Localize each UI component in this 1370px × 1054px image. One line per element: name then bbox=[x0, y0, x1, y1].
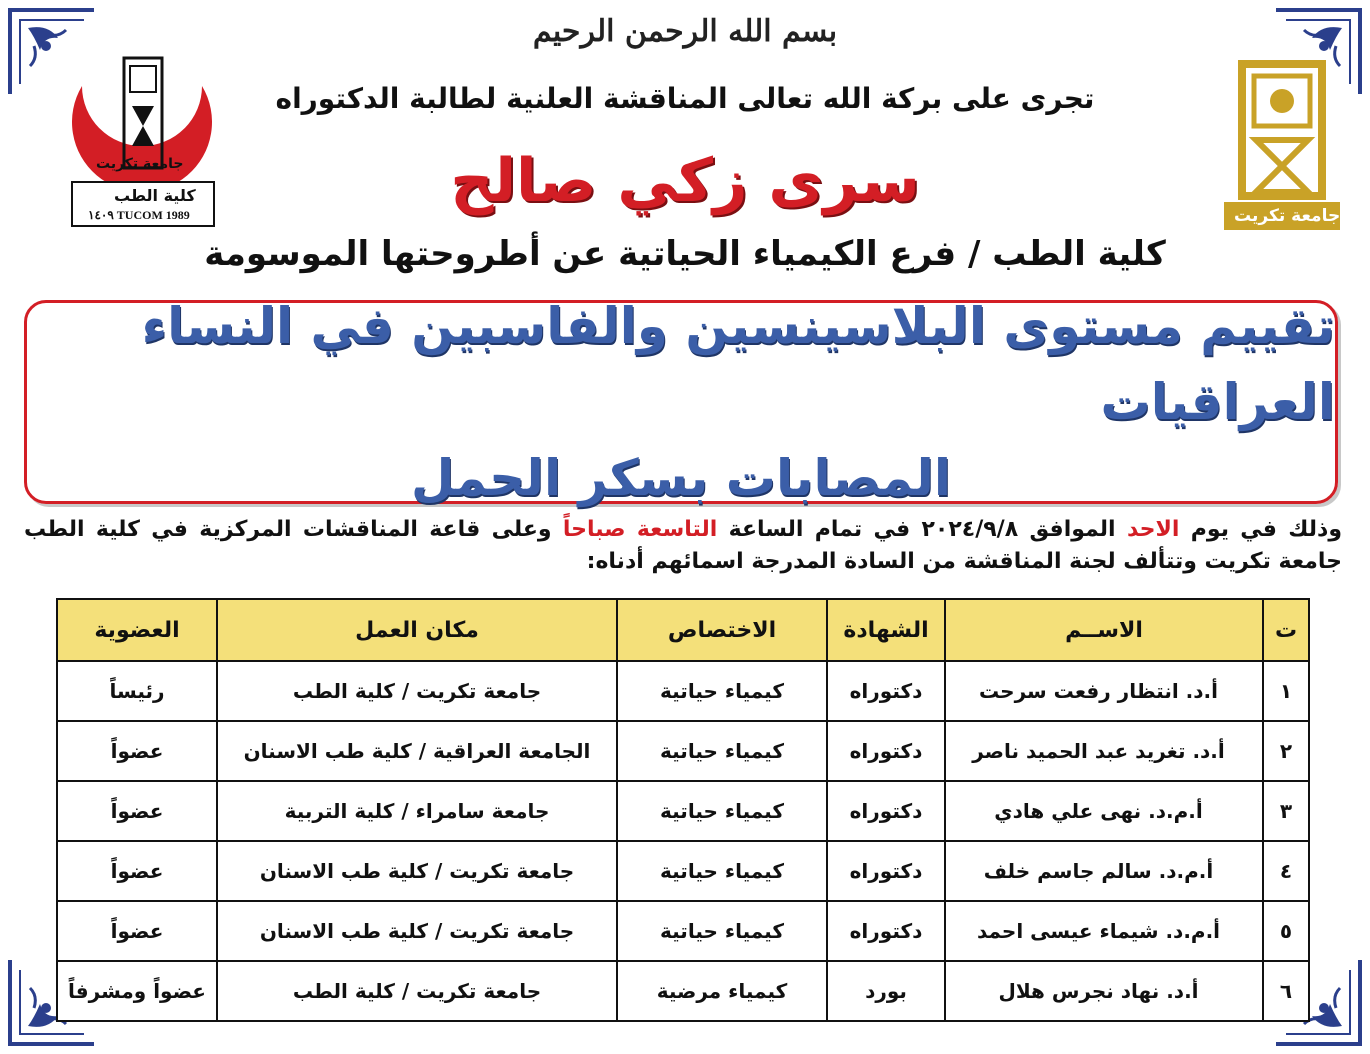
cell-workplace: جامعة تكريت / كلية الطب bbox=[217, 661, 617, 721]
table-row bbox=[57, 961, 1309, 1021]
table-header-row bbox=[57, 599, 1309, 661]
committee-table bbox=[56, 598, 1310, 1022]
cell-role: عضواً bbox=[57, 781, 217, 841]
cell-workplace: الجامعة العراقية / كلية طب الاسنان bbox=[217, 721, 617, 781]
cell-specialty: كيمياء مرضية bbox=[617, 961, 827, 1021]
cell-num: ٣ bbox=[1263, 781, 1309, 841]
cell-num: ٦ bbox=[1263, 961, 1309, 1021]
table-row bbox=[57, 661, 1309, 721]
cell-num: ٤ bbox=[1263, 841, 1309, 901]
university-logo bbox=[1216, 56, 1348, 236]
cell-specialty: كيمياء حياتية bbox=[617, 901, 827, 961]
header-role: العضوية bbox=[57, 599, 217, 661]
details-time: التاسعة صباحاً bbox=[562, 517, 718, 542]
cell-name: أ.م.د. سالم جاسم خلف bbox=[945, 841, 1263, 901]
thesis-title-line-1: تقييم مستوى البلاسينسين والفاسبين في النساء العراقيات bbox=[141, 297, 1335, 431]
table-row bbox=[57, 781, 1309, 841]
left-logo-est-text: 1989 TUCOM ١٤٠٩ bbox=[88, 208, 190, 222]
details-part-3: وعلى قاعة المناقشات المركزية في كلية الطب جامعة تكريت وتتألف لجنة المناقشة من السادة المدرجة اسمائهم أدناه: bbox=[24, 517, 1342, 574]
cell-role: عضواً bbox=[57, 721, 217, 781]
cell-workplace: جامعة تكريت / كلية طب الاسنان bbox=[217, 901, 617, 961]
cell-degree: دكتوراه bbox=[827, 661, 945, 721]
college-of-medicine-logo bbox=[52, 46, 234, 236]
cell-name: أ.م.د. شيماء عيسى احمد bbox=[945, 901, 1263, 961]
thesis-title-line-2: المصابات بسكر الحمل bbox=[411, 449, 952, 507]
cell-specialty: كيمياء حياتية bbox=[617, 781, 827, 841]
table-row bbox=[57, 901, 1309, 961]
cell-num: ٥ bbox=[1263, 901, 1309, 961]
cell-name: أ.د. نهاد نجرس هلال bbox=[945, 961, 1263, 1021]
basmala: بسم الله الرحمن الرحيم bbox=[532, 14, 838, 49]
left-logo-college-text: كلية الطب bbox=[114, 186, 196, 205]
cell-role: عضواً ومشرفاً bbox=[57, 961, 217, 1021]
cell-degree: دكتوراه bbox=[827, 841, 945, 901]
header-name: الاســم bbox=[945, 599, 1263, 661]
cell-specialty: كيمياء حياتية bbox=[617, 721, 827, 781]
cell-workplace: جامعة تكريت / كلية الطب bbox=[217, 961, 617, 1021]
cell-workplace: جامعة تكريت / كلية طب الاسنان bbox=[217, 841, 617, 901]
header-num: ت bbox=[1263, 599, 1309, 661]
cell-degree: دكتوراه bbox=[827, 721, 945, 781]
intro-text: تجرى على بركة الله تعالى المناقشة العلنية لطالبة الدكتوراه bbox=[275, 82, 1095, 115]
cell-workplace: جامعة سامراء / كلية التربية bbox=[217, 781, 617, 841]
right-logo-university-text: جامعة تكريت bbox=[1234, 206, 1341, 226]
cell-name: أ.م.د. نهى علي هادي bbox=[945, 781, 1263, 841]
details-part-2: الموافق ٢٠٢٤/٩/٨ في تمام الساعة bbox=[728, 517, 1116, 542]
details-paragraph bbox=[24, 514, 1342, 578]
cell-role: رئيساً bbox=[57, 661, 217, 721]
cell-degree: بورد bbox=[827, 961, 945, 1021]
college-line: كلية الطب / فرع الكيمياء الحياتية عن أطروحتها الموسومة bbox=[204, 234, 1166, 274]
cell-specialty: كيمياء حياتية bbox=[617, 661, 827, 721]
header-degree: الشهادة bbox=[827, 599, 945, 661]
thesis-title-box bbox=[24, 297, 1338, 507]
cell-name: أ.د. تغريد عبد الحميد ناصر bbox=[945, 721, 1263, 781]
cell-num: ١ bbox=[1263, 661, 1309, 721]
cell-degree: دكتوراه bbox=[827, 901, 945, 961]
table-row bbox=[57, 721, 1309, 781]
details-part-1: وذلك في يوم bbox=[1190, 517, 1342, 542]
cell-name: أ.د. انتظار رفعت سرحت bbox=[945, 661, 1263, 721]
details-day: الاحد bbox=[1126, 517, 1180, 542]
cell-degree: دكتوراه bbox=[827, 781, 945, 841]
left-logo-university-text: جامعة تكريت bbox=[96, 156, 184, 172]
cell-specialty: كيمياء حياتية bbox=[617, 841, 827, 901]
cell-num: ٢ bbox=[1263, 721, 1309, 781]
cell-role: عضواً bbox=[57, 901, 217, 961]
candidate-name: سرى زكي صالح bbox=[450, 146, 920, 216]
table-row bbox=[57, 841, 1309, 901]
header-workplace: مكان العمل bbox=[217, 599, 617, 661]
cell-role: عضواً bbox=[57, 841, 217, 901]
header-specialty: الاختصاص bbox=[617, 599, 827, 661]
